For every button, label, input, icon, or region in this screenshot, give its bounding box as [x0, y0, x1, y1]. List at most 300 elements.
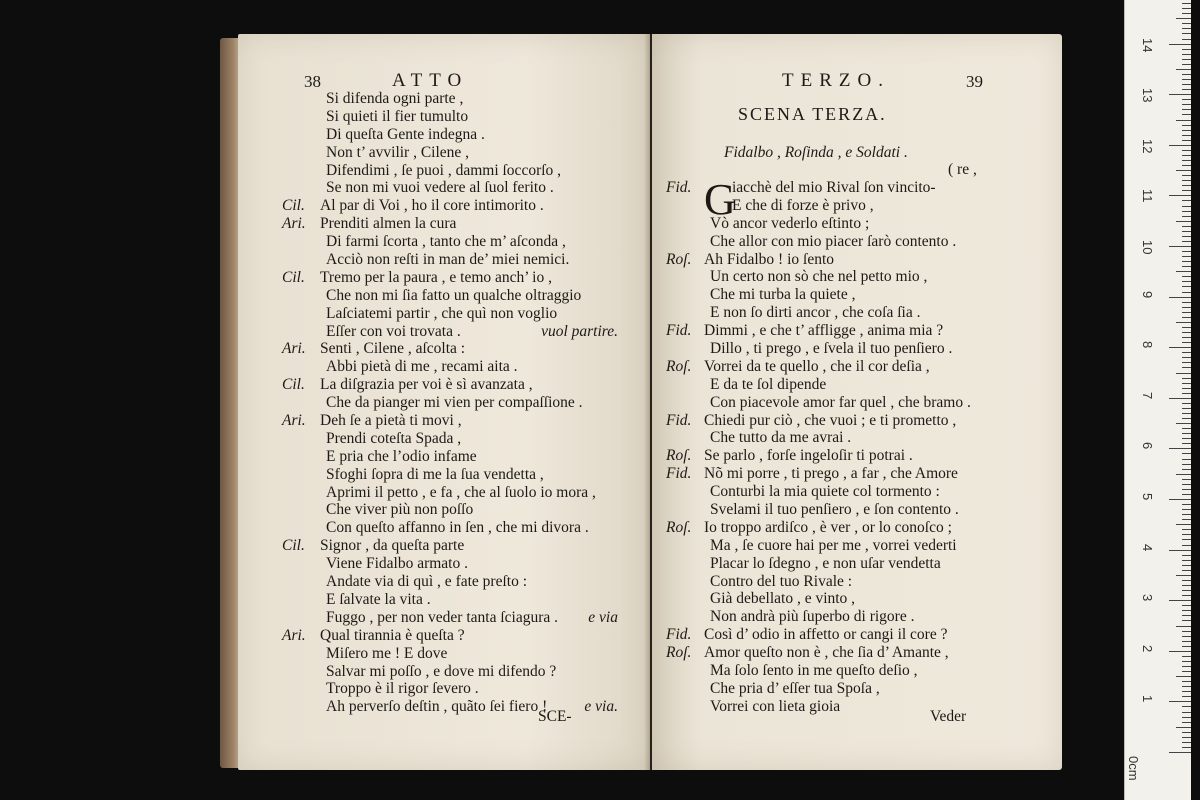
ruler-tick	[1182, 281, 1191, 282]
text-line	[282, 501, 618, 519]
right-text	[666, 175, 1026, 716]
ruler-tick	[1169, 44, 1191, 45]
left-page	[238, 34, 650, 770]
ruler-tick	[1182, 312, 1191, 313]
ruler-tick	[1182, 464, 1191, 465]
verse-text: Deh ſe a pietà ti movi ,	[320, 412, 462, 430]
text-line	[666, 662, 1026, 680]
ruler-tick	[1182, 631, 1191, 632]
ruler-tick	[1182, 211, 1191, 212]
text-line	[282, 573, 618, 591]
ruler-tick	[1176, 322, 1191, 323]
ruler-tick	[1182, 484, 1191, 485]
text-line	[282, 269, 618, 287]
ruler-tick	[1176, 727, 1191, 728]
text-line	[666, 268, 1026, 286]
ruler-tick	[1182, 286, 1191, 287]
ruler-tick	[1182, 241, 1191, 242]
text-line	[666, 251, 1026, 269]
ruler-tick	[1182, 681, 1191, 682]
ruler-tick	[1182, 494, 1191, 495]
verse-text: E ſalvate la vita .	[326, 590, 431, 608]
verse-text: Io troppo ardiſco , è ver , or lo conoſco ;	[704, 518, 952, 536]
ruler-number: 4	[1140, 543, 1155, 551]
ruler-tick	[1182, 570, 1191, 571]
stage-direction: e via.	[584, 698, 618, 716]
ruler-tick	[1182, 479, 1191, 480]
verse-text: Ma ſolo ſento in me queſto deſio ,	[710, 662, 918, 680]
ruler-number: 7	[1140, 391, 1155, 400]
speaker-label: Fid.	[666, 626, 692, 644]
right-page	[652, 34, 1062, 770]
ruler-tick	[1169, 701, 1191, 702]
catchword: Veder	[930, 708, 967, 725]
speaker-label: Roſ.	[666, 357, 692, 375]
ruler-tick	[1182, 656, 1191, 657]
ruler-number: 9	[1140, 290, 1155, 298]
overflow-text: ( re ,	[948, 161, 977, 178]
text-line	[282, 448, 618, 466]
verse-text: Dillo , ti prego , e ſvela il tuo penſiero .	[710, 340, 953, 358]
ruler-tick	[1182, 49, 1191, 50]
verse-text: Vò ancor vederlo eſtinto ;	[710, 214, 870, 232]
ruler-tick	[1182, 438, 1191, 439]
ruler-tick	[1182, 514, 1191, 515]
verse-text: Prenditi almen la cura	[320, 215, 457, 233]
text-line	[282, 519, 618, 537]
ruler-tick	[1182, 534, 1191, 535]
ruler-tick	[1182, 226, 1191, 227]
ruler-tick	[1182, 539, 1191, 540]
text-line	[282, 412, 618, 430]
verse-text: Ah perverſo deſtin , quãto ſei fiero !	[326, 698, 548, 716]
verse-text: Che mi turba la quiete ,	[710, 286, 856, 304]
text-line	[666, 179, 1026, 197]
text-line	[282, 197, 618, 215]
ruler-tick	[1182, 408, 1191, 409]
ruler-number: 5	[1140, 493, 1155, 501]
ruler-tick	[1182, 84, 1191, 85]
verse-text: La diſgrazia per voi è sì avanzata ,	[320, 376, 533, 394]
ruler-tick	[1182, 327, 1191, 328]
ruler-tick	[1169, 347, 1191, 348]
ruler-tick	[1182, 292, 1191, 293]
ruler-tick	[1182, 367, 1191, 368]
ruler-tick	[1182, 99, 1191, 100]
ruler-tick	[1182, 8, 1191, 9]
ruler-tick	[1169, 752, 1191, 753]
ruler-number: 1	[1140, 695, 1155, 703]
verse-text: Di queſta Gente indegna .	[326, 125, 485, 143]
ruler-tick	[1182, 595, 1191, 596]
text-line	[666, 286, 1026, 304]
ruler-tick	[1182, 722, 1191, 723]
page-number: 39	[966, 72, 983, 91]
text-line	[282, 555, 618, 573]
verse-text: Eſſer con voi trovata .	[326, 322, 461, 340]
ruler-tick	[1182, 54, 1191, 55]
ruler-tick	[1169, 448, 1191, 449]
text-line	[666, 608, 1026, 626]
ruler-tick	[1169, 651, 1191, 652]
ruler-tick	[1182, 130, 1191, 131]
ruler-tick	[1176, 170, 1191, 171]
verse-text: Qual tirannia è queſta ?	[320, 626, 465, 644]
verse-text: Laſciatemi partir , che quì non voglio	[326, 304, 558, 322]
stage-direction: vuol partire.	[541, 322, 618, 340]
ruler-tick	[1182, 135, 1191, 136]
ruler-tick	[1182, 13, 1191, 14]
ruler-tick	[1182, 620, 1191, 621]
ruler-unit: 0cm	[1126, 756, 1141, 781]
ruler-tick	[1182, 459, 1191, 460]
verse-text: Che viver più non poſſo	[326, 501, 474, 519]
ruler-tick	[1169, 550, 1191, 551]
text-line	[282, 394, 618, 412]
verse-text: E da te ſol dipende	[710, 375, 827, 393]
ruler-tick	[1182, 125, 1191, 126]
ruler-tick	[1182, 261, 1191, 262]
ruler-number: 13	[1140, 88, 1155, 103]
verse-text: Miſero me ! E dove	[326, 644, 448, 662]
ruler-tick	[1169, 94, 1191, 95]
ruler-tick	[1182, 200, 1191, 201]
verse-text: Prendi coteſta Spada ,	[326, 429, 462, 447]
verse-text: Senti , Cilene , aſcolta :	[320, 340, 466, 358]
verse-text: Fuggo , per non veder tanta ſciagura .	[326, 608, 558, 626]
ruler-tick	[1176, 18, 1191, 19]
verse-text: Con queſto affanno in ſen , che mi divora .	[326, 519, 589, 537]
text-line	[666, 322, 1026, 340]
ruler-tick	[1182, 256, 1191, 257]
speaker-label: Cil.	[282, 376, 305, 394]
verse-text: Al par di Voi , ho il core intimorito .	[320, 197, 544, 215]
verse-text: Si difenda ogni parte ,	[326, 90, 464, 107]
ruler-tick	[1182, 140, 1191, 141]
text-line	[282, 645, 618, 663]
text-line	[666, 680, 1026, 698]
ruler-number: 12	[1140, 138, 1155, 154]
speaker-label: Cil.	[282, 268, 305, 286]
verse-text: E pria che l’odio infame	[326, 447, 477, 465]
text-line	[666, 537, 1026, 555]
ruler-tick	[1182, 610, 1191, 611]
ruler-tick	[1182, 732, 1191, 733]
ruler-tick	[1182, 590, 1191, 591]
drop-cap: G	[704, 175, 736, 224]
verse-text: Dimmi , e che t’ affligge , anima mia ?	[704, 322, 944, 340]
text-line	[282, 340, 618, 358]
ruler-tick	[1182, 74, 1191, 75]
text-line	[666, 429, 1026, 447]
page-number: 38	[304, 72, 321, 91]
ruler-tick	[1182, 251, 1191, 252]
ruler-tick	[1182, 180, 1191, 181]
ruler-tick	[1182, 109, 1191, 110]
ruler-tick	[1182, 585, 1191, 586]
ruler-tick	[1169, 246, 1191, 247]
speaker-label: Ari.	[282, 340, 306, 358]
ruler-tick	[1182, 691, 1191, 692]
ruler-tick	[1182, 717, 1191, 718]
text-line	[666, 394, 1026, 412]
measuring-ruler	[1124, 0, 1191, 800]
ruler-tick	[1182, 403, 1191, 404]
text-line	[666, 304, 1026, 322]
verse-text: Difendimi , ſe puoi , dammi ſoccorſo ,	[326, 161, 562, 179]
ruler-tick	[1182, 307, 1191, 308]
speaker-label: Cil.	[282, 197, 305, 215]
text-line	[666, 197, 1026, 215]
ruler-tick	[1176, 626, 1191, 627]
verse-text: Con piacevole amor far quel , che bramo .	[710, 393, 971, 411]
ruler-tick	[1182, 489, 1191, 490]
text-line	[666, 465, 1026, 483]
ruler-tick	[1182, 388, 1191, 389]
text-line	[282, 484, 618, 502]
verse-text: Signor , da queſta parte	[320, 537, 465, 555]
text-line	[282, 466, 618, 484]
ruler-tick	[1169, 145, 1191, 146]
verse-text: Svelami il tuo penſiero , e ſon contento .	[710, 501, 959, 519]
ruler-tick	[1182, 545, 1191, 546]
ruler-tick	[1176, 69, 1191, 70]
verse-text: Ma , ſe cuore hai per me , vorrei vederti	[710, 536, 957, 554]
ruler-tick	[1182, 216, 1191, 217]
text-line	[666, 519, 1026, 537]
text-line	[666, 233, 1026, 251]
speaker-label: Roſ.	[666, 250, 692, 268]
ruler-tick	[1182, 317, 1191, 318]
ruler-tick	[1182, 383, 1191, 384]
character-list: Fidalbo , Roſinda , e Soldati .	[724, 144, 908, 161]
ruler-tick	[1182, 661, 1191, 662]
ruler-tick	[1182, 580, 1191, 581]
ruler-tick	[1176, 474, 1191, 475]
text-line	[282, 663, 618, 681]
ruler-tick	[1182, 529, 1191, 530]
ruler-tick	[1182, 165, 1191, 166]
ruler-tick	[1182, 378, 1191, 379]
text-line	[282, 162, 618, 180]
ruler-tick	[1182, 686, 1191, 687]
verse-text: Vorrei da te quello , che il cor deſia ,	[704, 357, 930, 375]
verse-text: Contro del tuo Rivale :	[710, 572, 853, 590]
ruler-tick	[1182, 469, 1191, 470]
verse-text: Vorrei con lieta gioia	[710, 697, 841, 715]
speaker-label: Ari.	[282, 215, 306, 233]
ruler-tick	[1182, 706, 1191, 707]
text-line	[282, 251, 618, 269]
text-line	[666, 483, 1026, 501]
ruler-tick	[1182, 185, 1191, 186]
ruler-tick	[1169, 297, 1191, 298]
text-line	[282, 680, 618, 698]
ruler-tick	[1182, 160, 1191, 161]
text-line	[666, 501, 1026, 519]
ruler-tick	[1182, 666, 1191, 667]
ruler-tick	[1169, 195, 1191, 196]
ruler-tick	[1182, 337, 1191, 338]
text-line	[282, 179, 618, 197]
ruler-tick	[1182, 509, 1191, 510]
text-line	[282, 591, 618, 609]
text-line	[282, 627, 618, 645]
text-line	[282, 144, 618, 162]
verse-text: Placar lo ſdegno , e non uſar vendetta	[710, 554, 941, 572]
running-head: ATTO	[392, 70, 469, 91]
ruler-tick	[1176, 423, 1191, 424]
ruler-tick	[1182, 737, 1191, 738]
ruler-tick	[1182, 79, 1191, 80]
ruler-tick	[1176, 120, 1191, 121]
ruler-tick	[1182, 150, 1191, 151]
verse-text: Che allor con mio piacer ſarò contento .	[710, 232, 957, 250]
ruler-tick	[1182, 104, 1191, 105]
speaker-label: Fid.	[666, 179, 692, 196]
verse-text: Nõ mi porre , ti prego , a far , che Amore	[704, 465, 958, 483]
ruler-number: 10	[1140, 240, 1155, 255]
verse-text: Se parlo , forſe ingeloſir ti potrai .	[704, 447, 913, 465]
verse-text: Sfoghi ſopra di me la ſua vendetta ,	[326, 465, 544, 483]
ruler-tick	[1182, 443, 1191, 444]
catchword: SCE-	[538, 708, 572, 725]
text-line	[666, 626, 1026, 644]
ruler-tick	[1182, 23, 1191, 24]
ruler-tick	[1169, 398, 1191, 399]
ruler-tick	[1182, 413, 1191, 414]
ruler-tick	[1182, 519, 1191, 520]
verse-text: Che non mi ſia fatto un qualche oltraggio	[326, 286, 582, 304]
ruler-tick	[1182, 565, 1191, 566]
verse-text: Di farmi ſcorta , tanto che m’ aſconda ,	[326, 233, 566, 251]
ruler-tick	[1182, 428, 1191, 429]
speaker-label: Roſ.	[666, 644, 692, 662]
ruler-tick	[1182, 418, 1191, 419]
verse-text: Non t’ avvilir , Cilene ,	[326, 143, 470, 161]
ruler-tick	[1182, 696, 1191, 697]
ruler-tick	[1182, 175, 1191, 176]
verse-text: Si quieti il fier tumulto	[326, 107, 469, 125]
verse-text: E non ſo dirti ancor , che coſa ſia .	[710, 304, 921, 322]
ruler-tick	[1182, 332, 1191, 333]
verse-text: Che pria d’ eſſer tua Spoſa ,	[710, 679, 880, 697]
ruler-tick	[1182, 393, 1191, 394]
ruler-number: 11	[1140, 189, 1155, 203]
text-line	[282, 287, 618, 305]
ruler-number: 14	[1140, 37, 1155, 53]
speaker-label: Cil.	[282, 537, 305, 555]
scene-title: SCENA TERZA.	[738, 104, 887, 124]
verse-text: Tremo per la paura , e temo anch’ io ,	[320, 268, 552, 286]
text-line	[282, 90, 618, 108]
ruler-number: 2	[1140, 644, 1155, 653]
ruler-tick	[1182, 453, 1191, 454]
verse-text: Aprimi il petto , e fa , che al ſuolo io mora ,	[326, 483, 596, 501]
verse-text: Un certo non sò che nel petto mio ,	[710, 268, 928, 286]
ruler-tick	[1182, 641, 1191, 642]
text-line	[282, 215, 618, 233]
text-line	[282, 126, 618, 144]
ruler-tick	[1182, 352, 1191, 353]
ruler-tick	[1182, 302, 1191, 303]
text-line	[282, 430, 618, 448]
text-line	[666, 555, 1026, 573]
ruler-tick	[1182, 206, 1191, 207]
ruler-number: 8	[1140, 341, 1155, 349]
text-line	[282, 305, 618, 323]
text-line	[666, 447, 1026, 465]
ruler-tick	[1182, 605, 1191, 606]
ruler-tick	[1182, 39, 1191, 40]
speaker-label: Roſ.	[666, 447, 692, 465]
ruler-tick	[1182, 28, 1191, 29]
ruler-tick	[1169, 499, 1191, 500]
verse-text: Chiedi pur ciò , che vuoi ; e ti prometto ,	[704, 411, 957, 429]
speaker-label: Ari.	[282, 626, 306, 644]
ruler-tick	[1182, 190, 1191, 191]
ruler-tick	[1182, 155, 1191, 156]
stage-direction: e via	[588, 608, 618, 626]
verse-text: Troppo è il rigor ſevero .	[326, 680, 479, 698]
ruler-tick	[1169, 600, 1191, 601]
ruler-tick	[1182, 433, 1191, 434]
text-line	[666, 412, 1026, 430]
text-line	[282, 609, 618, 627]
speaker-label: Fid.	[666, 465, 692, 483]
ruler-tick	[1176, 373, 1191, 374]
verse-text: iacchè del mio Rival ſon vincito-	[732, 179, 936, 196]
ruler-tick	[1182, 59, 1191, 60]
text-line	[666, 590, 1026, 608]
text-line	[666, 376, 1026, 394]
text-line	[282, 537, 618, 555]
ruler-tick	[1176, 676, 1191, 677]
verse-text: Non andrà più ſuperbo di rigore .	[710, 608, 915, 626]
ruler-tick	[1182, 742, 1191, 743]
ruler-number: 3	[1140, 594, 1155, 602]
text-line	[282, 233, 618, 251]
verse-text: E che di forze è privo ,	[732, 196, 874, 214]
ruler-tick	[1182, 89, 1191, 90]
ruler-tick	[1176, 575, 1191, 576]
text-line	[282, 358, 618, 376]
ruler-tick	[1176, 221, 1191, 222]
ruler-tick	[1182, 114, 1191, 115]
text-line	[282, 323, 618, 341]
ruler-tick	[1182, 362, 1191, 363]
verse-text: Amor queſto non è , che ſia d’ Amante ,	[704, 644, 949, 662]
verse-text: Così d’ odio in affetto or cangi il core ?	[704, 626, 948, 644]
verse-text: Salvar mi poſſo , e dove mi difendo ?	[326, 662, 557, 680]
ruler-tick	[1182, 504, 1191, 505]
speaker-label: Roſ.	[666, 518, 692, 536]
text-line	[666, 358, 1026, 376]
ruler-tick	[1182, 276, 1191, 277]
ruler-tick	[1182, 231, 1191, 232]
ruler-tick	[1182, 342, 1191, 343]
verse-text: Ah Fidalbo ! io ſento	[704, 250, 835, 268]
ruler-tick	[1182, 671, 1191, 672]
speaker-label: Fid.	[666, 322, 692, 340]
verse-text: Se non mi vuoi vedere al ſuol ferito .	[326, 179, 554, 197]
ruler-tick	[1182, 236, 1191, 237]
ruler-tick	[1182, 33, 1191, 34]
speaker-label: Ari.	[282, 412, 306, 430]
verse-text: Che tutto da me avrai .	[710, 429, 852, 447]
ruler-tick	[1182, 636, 1191, 637]
ruler-number: 6	[1140, 442, 1155, 450]
